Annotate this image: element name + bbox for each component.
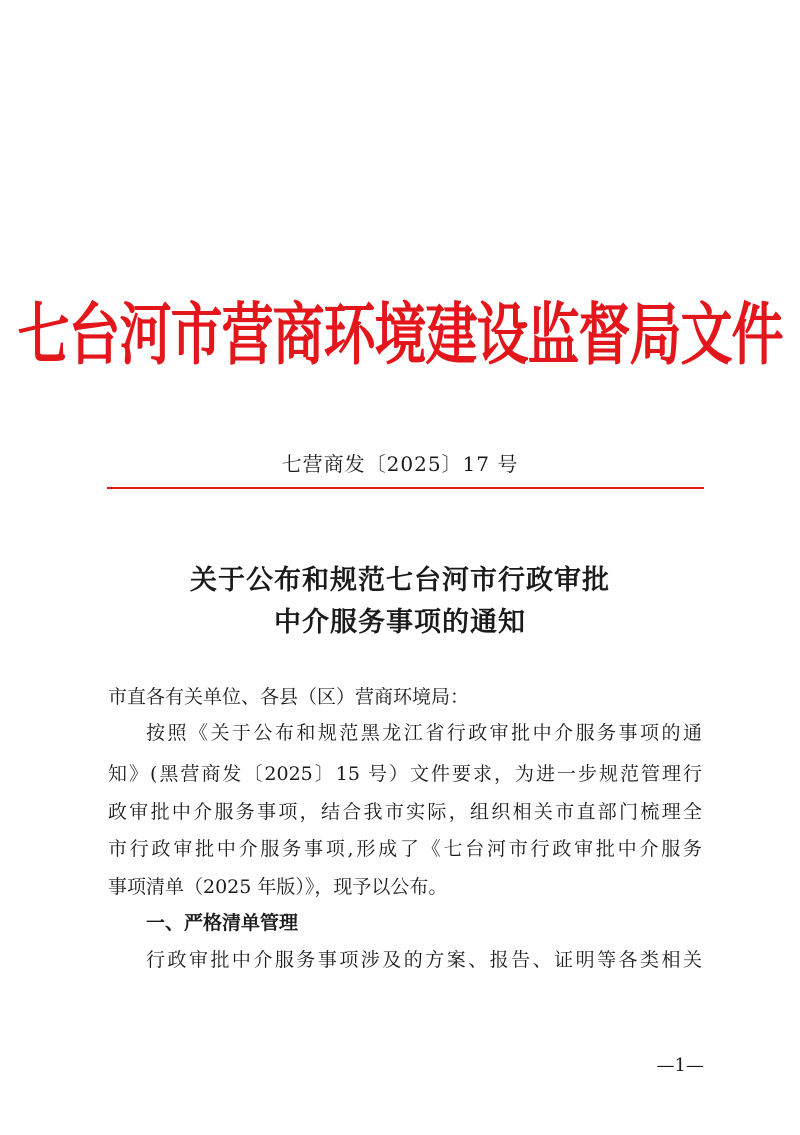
paragraph-2-line: 行政审批中介服务事项涉及的方案、报告、证明等各类相关 [146,949,702,971]
salutation: 市直各有关单位、各县（区）营商环境局： [108,686,470,708]
section-1-heading: 一、严格清单管理 [146,912,299,934]
document-number: 七营商发〔2025〕17 号 [281,452,519,476]
red-separator-line [107,487,704,489]
paragraph-1-line: 按照《关于公布和规范黑龙江省行政审批中介服务事项的通 [146,722,702,744]
document-title-line-1: 关于公布和规范七台河市行政审批 [190,565,610,596]
paragraph-1-line: 事项清单（2025 年版）》，现予以公布。 [108,876,448,898]
paragraph-1-line: 市行政审批中介服务事项,形成了《七台河市行政审批中介服务 [108,838,702,860]
document-title-line-2: 中介服务事项的通知 [274,607,526,638]
paragraph-1-line: 政审批中介服务事项，结合我市实际，组织相关市直部门梳理全 [108,801,702,823]
issuer-masthead-title: 七台河市营商环境建设监督局文件 [17,295,783,375]
page-number: —1— [656,1055,704,1076]
paragraph-1-line: 知》(黑营商发〔2025〕15 号）文件要求，为进一步规范管理行 [108,763,702,785]
